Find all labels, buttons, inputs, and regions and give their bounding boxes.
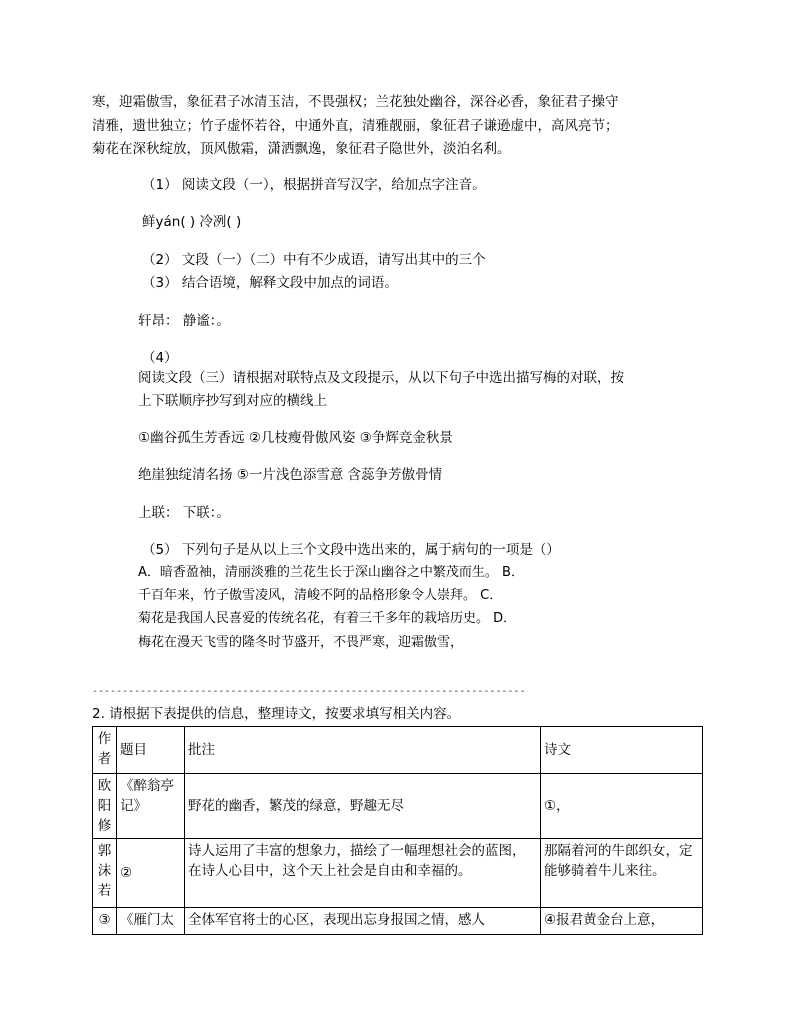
passage-line: 菊花在深秋绽放，顶风傲霜，潇洒飘逸，象征君子隐世外，淡泊名利。 [92, 141, 511, 157]
cell-poem: ①， [541, 774, 703, 839]
cell-title: 《醉翁亭记》 [117, 774, 185, 839]
question-4-text: 上下联顺序抄写到对应的横线上 [138, 393, 327, 409]
question-4-number: （4） [142, 350, 178, 366]
question-5-option: 千百年来，竹子傲雪凌风，清峻不阿的品格形象令人崇拜。 C． [138, 588, 503, 603]
question-4-options: 绝崖独绽清名扬 ⑤一片浅色添雪意 含蕊争芳傲骨情 [138, 467, 443, 483]
question-4-options: ①幽谷孤生芳香远 ②几枝瘦骨傲风姿 ③争辉竞金秋景 [138, 430, 453, 446]
header-note: 批注 [185, 727, 541, 774]
header-title: 题目 [117, 727, 185, 774]
question-3-text: （3） 结合语境，解释文段中加点的词语。 [142, 275, 398, 291]
cell-note: 诗人运用了丰富的想象力，描绘了一幅理想社会的蓝图，在诗人心目中，这个天上社会是自由和幸福的。 [185, 839, 541, 908]
header-poem: 诗文 [541, 727, 703, 774]
cell-title: ② [117, 839, 185, 908]
passage-line: 清雅，遗世独立；竹子虚怀若谷，中通外直，清雅靓丽，象征君子谦逊虚中，高风亮节； [92, 118, 619, 134]
question-4-text: 阅读文段（三）请根据对联特点及文段提示，从以下句子中选出描写梅的对联，按 [138, 370, 624, 386]
cell-author: ③ [93, 908, 117, 935]
question-5-text: （5） 下列句子是从以上三个文段中选出来的，属于病句的一项是（） [142, 542, 560, 558]
table-row [93, 908, 703, 935]
cell-author: 郭沫若 [93, 839, 117, 908]
cell-note: 全体军官将士的心区，表现出忘身报国之情，感人 [185, 908, 541, 935]
header-author: 作者 [93, 727, 117, 774]
poem-table [92, 726, 703, 935]
question-1-text: （1） 阅读文段（一），根据拼音写汉字，给加点字注音。 [142, 177, 486, 193]
question-1-answer-line: 鲜yán( ) 冷冽( ) [142, 214, 242, 230]
question-2-text: （2） 文段（一）（二）中有不少成语，请写出其中的三个 [142, 252, 486, 268]
table-header-row [93, 727, 703, 774]
cell-poem: 那隔着河的牛郎织女，定能够骑着牛儿来往。 [541, 839, 703, 908]
question-5-option: A．暗香盈袖，清丽淡雅的兰花生长于深山幽谷之中繁茂而生。 B． [138, 565, 524, 580]
question-5-option: 菊花是我国人民喜爱的传统名花，有着三千多年的栽培历史。 D． [138, 611, 517, 626]
cell-title: 《雁门太 [117, 908, 185, 935]
separator-line: ------------------------------------------------------------------------ [92, 686, 526, 697]
question-5-option: 梅花在漫天飞雪的隆冬时节盛开，不畏严寒，迎霜傲雪， [138, 635, 464, 650]
cell-poem: ④报君黄金台上意， [541, 908, 703, 935]
cell-author: 欧阳修 [93, 774, 117, 839]
cell-note: 野花的幽香，繁茂的绿意，野趣无尽 [185, 774, 541, 839]
question-2-title: 2. 请根据下表提供的信息，整理诗文，按要求填写相关内容。 [92, 706, 461, 722]
passage-line: 寒，迎霜傲雪，象征君子冰清玉洁，不畏强权；兰花独处幽谷，深谷必香，象征君子操守 [92, 94, 619, 110]
question-4-answer-line: 上联： 下联：。 [138, 505, 231, 521]
table-row [93, 839, 703, 908]
table-row [93, 774, 703, 839]
question-3-answer-line: 轩昂： 静谧：。 [138, 313, 231, 329]
